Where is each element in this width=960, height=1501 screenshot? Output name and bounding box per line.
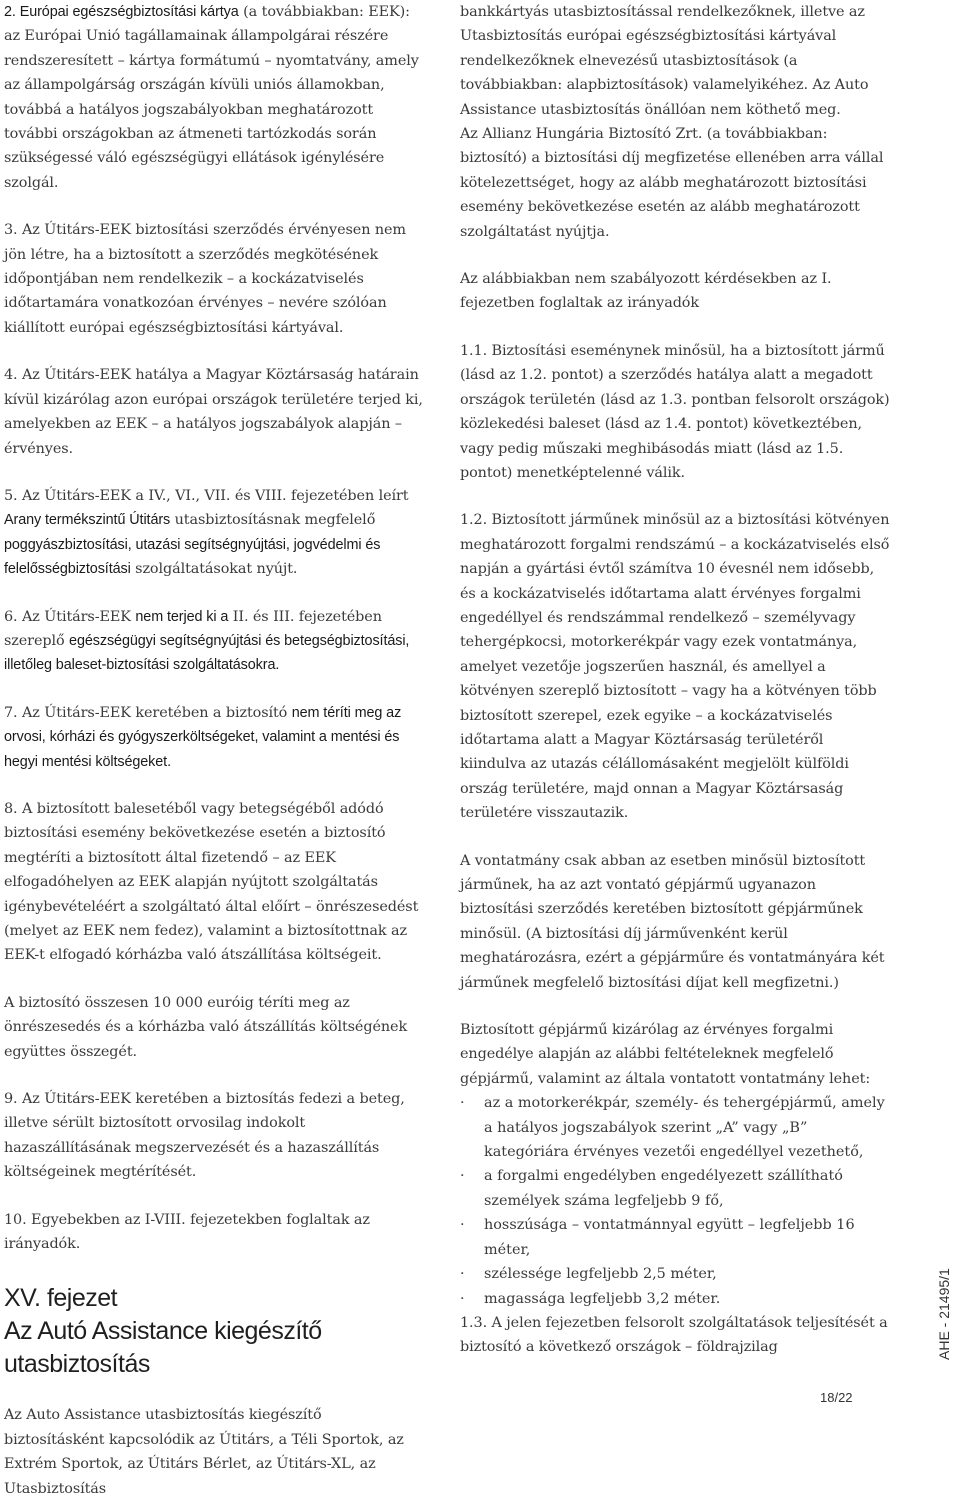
governing-provisions: Az alábbiakban nem szabályozott kérdésekben az I. fejezetben foglaltak az irányadók <box>460 271 832 312</box>
section-1-2: 1.2. Biztosított járműnek minősül az a biztosítási kötvényen meghatározott forgalmi rendszámú – a kockázatviselés első napján a gyártási évtől számítva 10 évesnél nem idősebb, és a kockázatviselés időtartama alatt érvényes forgalmi engedéllyel és rendszámmal rendelkező – személyvagy tehergépkocsi, motorkerékpár vagy ezek vontatmánya, amelyet vezetője jogszerűen használ, és amellyel a kötvényen szereplő biztosított – vagy ha a kötvényen több biztosított szerepel, ezek egyike – a kockázatviselés időtartama alatt a Magyar Köztársaság területéről kiindulva az utazás célállomásaként megjelölt külföldi ország területére, majd onnan a Magyar Köztársaság területére visszautazik. <box>460 512 890 822</box>
list-item: · magassága legfeljebb 3,2 méter. <box>460 1287 890 1311</box>
document-code: AHE - 21495/1 <box>936 1268 952 1360</box>
vehicle-conditions-list <box>460 1091 890 1311</box>
page-number: 18/22 <box>820 1390 853 1405</box>
chapter-intro: Az Auto Assistance utasbiztosítás kiegészítő biztosításként kapcsolódik az Útitárs, a Téli Sportok, az Extrém Sportok, az Útitárs Bérlet, az Útitárs-XL, az Utasbiztosítás <box>4 1407 404 1497</box>
chapter-title: Az Autó Assistance kiegészítő utasbiztosítás <box>4 1317 322 1379</box>
chapter-heading <box>4 1282 424 1381</box>
intro-continued: bankkártyás utasbiztosítással rendelkezőknek, illetve az Utasbiztosítás európai egészségbiztosítási kártyával rendelkezőknek elnevezésű utasbiztosítások (a továbbiakban: alapbiztosítások) valamelyikéhez. Az Auto Assistance utasbiztosítás önállóan nem köthető meg. <box>460 4 869 118</box>
section-1-3: 1.3. A jelen fejezetben felsorolt szolgáltatások teljesítését a biztosító a következő országok – földrajzilag <box>460 1314 888 1356</box>
list-item: · az a motorkerékpár, személy- és tehergépjármű, amely a hatályos jogszabályok szerint „A” vagy „B” kategóriára érvényes vezetői engedéllyel vezethető, <box>460 1091 890 1164</box>
item-7-part-a: 7. Az Útitárs-EEK keretében a biztosító <box>4 704 292 721</box>
item-5 <box>4 484 424 582</box>
item-4: 4. Az Útitárs-EEK hatálya a Magyar Köztársaság határain kívül kizárólag azon európai országok területére terjed ki, amelyekben az EEK – a hatályos jogszabályok alapján – érvényes. <box>4 367 423 457</box>
item-5-part-a: 5. Az Útitárs-EEK a IV., VI., VII. és VIII. fejezetében leírt <box>4 487 409 504</box>
insurer-obligation: Az Allianz Hungária Biztosító Zrt. (a továbbiakban: biztosító) a biztosítási díj megfizetése ellenében arra vállal kötelezettséget, hogy az alább meghatározott biztosítási esemény bekövetkezése esetén az alább meghatározott szolgáltatást nyújtja. <box>460 126 884 240</box>
item-2 <box>4 0 424 195</box>
trailer-paragraph: A vontatmány csak abban az esetben minősül biztosított járműnek, ha az azt vontató gépjármű ugyanazon biztosítási szerződés keretében biztosított gépjárműnek minősül. (A biztosítási díj járművenként kerül meghatározásra, ezért a gépjárműre és vontatmányára két járműnek megfelelő biztosítási díjat kell megfizetni.) <box>460 852 885 991</box>
item-7-part-b: nem téríti meg az orvosi, kórházi és gyógyszerköltségeket, valamint a mentési és hegyi mentési költségeket. <box>4 704 402 770</box>
chapter-number: XV. fejezet <box>4 1284 118 1313</box>
list-item: · a forgalmi engedélyben engedélyezett szállítható személyek száma legfeljebb 9 fő, <box>460 1164 890 1213</box>
list-item: · szélessége legfeljebb 2,5 méter, <box>460 1262 890 1286</box>
item-8-limit: A biztosító összesen 10 000 euróig téríti meg az önrészesedés és a kórházba való átszállítás költségének együttes összegét. <box>4 994 408 1060</box>
item-5-part-c: utasbiztosításnak megfelelő <box>170 512 376 529</box>
section-1-1: 1.1. Biztosítási eseménynek minősül, ha a biztosított jármű (lásd az 1.2. pontot) a szerződés hatálya alatt a megadott országok területén (lásd az 1.3. pontban felsorolt országok) közlekedési baleset (lásd az 1.4. pontot) következtében, vagy pedig műszaki meghibásodás miatt (lásd az 1.5. pontot) menetképtelenné válik. <box>460 342 890 481</box>
left-column <box>4 0 424 1501</box>
item-2-text: (a továbbiakban: EEK): az Európai Unió tagállamainak állampolgárai részére rendszeresített – kártya formátumú – nyomtatvány, amely az állampolgárság országán kívüli uniós államokban, továbbá a hatályos jogszabályokban meghatározott további országokban az átmeneti tartózkodás során szükségessé váló egészségügyi ellátások igénylésére szolgál. <box>4 4 419 191</box>
right-column <box>460 0 890 1360</box>
item-8: 8. A biztosított balesetéből vagy betegségéből adódó biztosítási esemény bekövetkezése esetén a biztosító megtéríti a biztosított által fizetendő – az EEK elfogadóhelyen az EEK alapján nyújtott szolgáltatás igénybevételéért a szolgáltató által előírt – önrészesedést (melyet az EEK nem fedez), valamint a biztosítottnak az EEK-t elfogadó kórházba való átszállítása költségeit. <box>4 800 419 964</box>
vehicle-conditions-intro: Biztosított gépjármű kizárólag az érvényes forgalmi engedélye alapján az alábbi feltételeknek megfelelő gépjármű, valamint az általa vontatott vontatmány lehet: <box>460 1022 871 1087</box>
item-6-part-a: 6. Az Útitárs-EEK <box>4 608 136 625</box>
item-3: 3. Az Útitárs-EEK biztosítási szerződés érvényesen nem jön létre, ha a biztosított a szerződés megkötésének időpontjában nem rendelkezik – a kockázatviselés időtartamára vonatkozóan érvényes – nevére szólóan kiállított európai egészségbiztosítási kártyával. <box>4 222 406 336</box>
item-7 <box>4 701 424 774</box>
list-item: · hosszúsága – vontatmánnyal együtt – legfeljebb 16 méter, <box>460 1213 890 1262</box>
item-5-part-d: poggyászbiztosítási, utazási segítségnyújtási, jogvédelmi és felelősségbiztosítási <box>4 536 381 578</box>
item-6 <box>4 605 424 678</box>
item-6-part-b: nem terjed ki a <box>135 608 229 625</box>
item-5-part-b: Arany termékszintű Útitárs <box>4 512 171 529</box>
item-6-part-c: II. és III. fejezetében szereplő <box>4 608 382 649</box>
item-9: 9. Az Útitárs-EEK keretében a biztosítás fedezi a beteg, illetve sérült biztosított orvosilag indokolt hazaszállításának megszervezését és a hazaszállítás költségeinek megtérítését. <box>4 1091 405 1181</box>
item-2-lead: 2. Európai egészségbiztosítási kártya <box>4 4 239 20</box>
item-6-part-d: egészségügyi segítségnyújtási és betegségbiztosítási, illetőleg baleset-biztosítási szolgáltatásokra. <box>4 632 410 674</box>
item-5-part-e: szolgáltatásokat nyújt. <box>130 561 298 578</box>
item-10: 10. Egyebekben az I-VIII. fejezetekben foglaltak az irányadók. <box>4 1211 370 1253</box>
